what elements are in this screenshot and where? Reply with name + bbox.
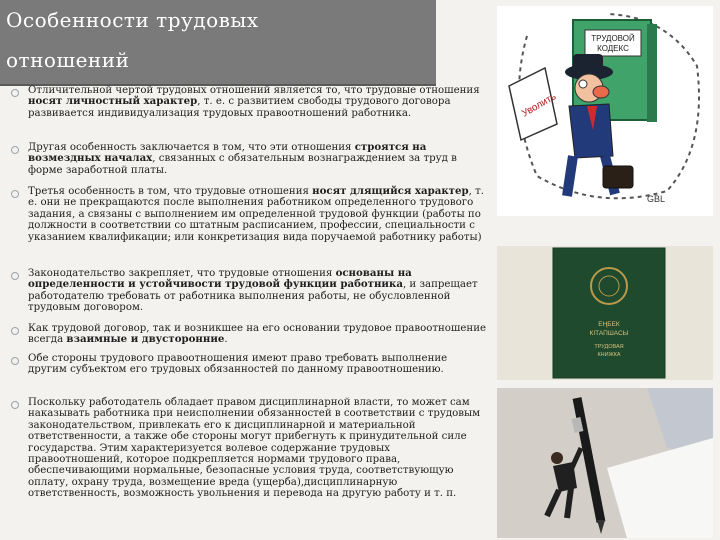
bullet-marker-icon bbox=[11, 89, 19, 97]
cartoon-book-title-1: ТРУДОВОЙ bbox=[591, 34, 635, 43]
bullet-marker-icon bbox=[11, 272, 19, 280]
bullet-text-3: Третья особенность в том, что трудовые отношения носят длящийся характер, т. е. они не прекращаются после выполнения работником определенного трудового задания, а связаны с выполнением им определенной трудовой функции (работы по должности в соответствии со штатным расписанием, профессии, специальности с указанием квалификации; или конкретизация вида поручаемой работнику работы) bbox=[28, 185, 484, 243]
cartoon-signature: GBL bbox=[647, 194, 666, 204]
cartoon-illustration bbox=[497, 6, 713, 216]
bullet-marker-icon bbox=[11, 401, 19, 409]
cartoon-paper-text: Уволить bbox=[520, 91, 559, 120]
bullet-emphasis: взаимные и двусторонние bbox=[66, 333, 225, 346]
work-book-drawing bbox=[497, 246, 713, 380]
bullet-emphasis: носят личностный характер bbox=[28, 95, 198, 108]
bullet-text-4: Законодательство закрепляет, что трудовые отношения основаны на определенности и устойчивости трудовой функции работника, и запрещает работодателю требовать от работника выполнения работы, не обусловленной трудовым договором. bbox=[28, 267, 478, 314]
bullet-text-6: Обе стороны трудового правоотношения имеют право требовать выполнение другим субъектом его трудовых обязанностей по данному правоотношению. bbox=[28, 353, 448, 376]
bullet-marker-icon bbox=[11, 190, 19, 198]
man-with-pen-photo bbox=[497, 388, 713, 538]
bullet-text-7: Поскольку работодатель обладает правом дисциплинарной власти, то может сам наказывать работника при неисполнении обязанностей в соответствии с трудовым законодательством, привлекать его к дисциплинарной и материальной ответственности, а также обе стороны могут прибегнуть к принудительной силе государства. Этим характеризуется волевое содержание трудовых правоотношений, которое подкрепляется нормами трудового права, обеспечивающими нормальные, безопасные условия труда, соответствующую оплату, охрану труда, возмещение вреда (ущерба),дисциплинарную ответственность, возможность увольнения и перевода на другую работу и т. п. bbox=[28, 397, 481, 500]
work-book-title-1: ЕҢБЕК bbox=[598, 321, 620, 328]
briefcase-icon bbox=[603, 166, 633, 188]
bullet-emphasis: строятся на возмездных началах bbox=[28, 141, 427, 165]
bullet-marker-icon bbox=[11, 327, 19, 335]
slide-title-line-1: Особенности трудовых bbox=[6, 8, 259, 32]
bullet-text-2: Другая особенность заключается в том, что эти отношения строятся на возмездных началах, связанных с обязательным вознаграждением за труд в форме заработной платы. bbox=[28, 141, 457, 176]
bullet-marker-icon bbox=[11, 357, 19, 365]
bullet-emphasis: основаны на определенности и устойчивости трудовой функции работника bbox=[28, 267, 412, 291]
work-book-title-4: КНИЖКА bbox=[597, 352, 621, 358]
bullet-emphasis: носят длящийся характер bbox=[312, 185, 469, 197]
work-book-title-3: ТРУДОВАЯ bbox=[594, 344, 624, 350]
cartoon-drawing bbox=[497, 6, 713, 216]
cartoon-book-title-2: КОДЕКС bbox=[597, 44, 629, 53]
bullet-text-1: Отличительной чертой трудовых отношений является то, что трудовые отношения носят личностный характер, т. е. с развитием свободы трудового договора развивается индивидуализация трудовых правоотношений работника. bbox=[28, 85, 480, 119]
slide-title-box bbox=[0, 0, 436, 86]
bullet-marker-icon bbox=[11, 146, 19, 154]
pen-photo-drawing bbox=[497, 388, 713, 538]
work-record-book-photo bbox=[497, 246, 713, 380]
slide-title-line-2: отношений bbox=[6, 48, 130, 72]
work-book-title-2: КІТАПШАСЫ bbox=[589, 330, 629, 337]
bullet-text-5: Как трудовой договор, так и возникшее на его основании трудовое правоотношение всегда взаимные и двусторонние. bbox=[28, 323, 487, 346]
